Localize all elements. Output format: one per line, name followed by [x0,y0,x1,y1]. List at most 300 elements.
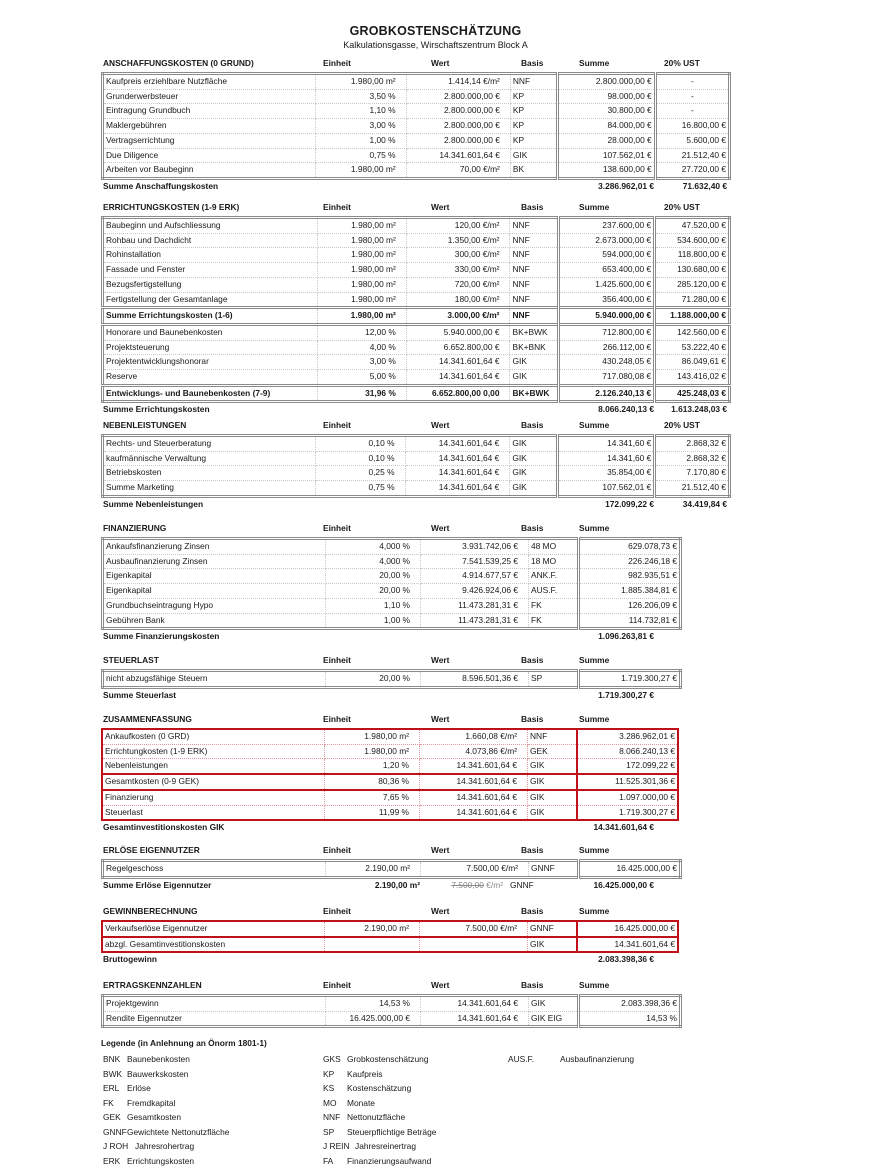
row-wert: 14.341.601,64 € [420,774,528,790]
total-label: Bruttogewinn [103,954,157,964]
row-summe: 172.099,22 € [577,759,678,774]
row-basis: KP [510,119,557,134]
row-wert: 14.341.601,64 € [405,451,510,466]
legend-abbr: AUS.F. [508,1054,560,1064]
section-header [101,655,731,667]
column-header-basis: Basis [521,523,543,533]
legend-abbr: FA [323,1156,347,1166]
row-summe: 1.097.000,00 € [577,790,678,805]
table-row [103,233,730,248]
row-basis: GIK [529,996,579,1012]
column-header-einheit: Einheit [323,845,351,855]
total-summe: 16.425.000,00 € [593,880,654,890]
row-summe: 126.206,09 € [579,598,681,613]
row-summe: 356.400,00 € [559,292,655,308]
table-row [103,248,730,263]
row-einheit: 1.980,00 m² [315,74,406,90]
row-ust: 1.188.000,00 € [655,308,730,325]
row-einheit: 1.980,00 m² [315,163,406,179]
row-summe: 2.673.000,00 € [559,233,655,248]
row-einheit: 0,75 % [315,148,406,163]
row-label: Entwicklungs- und Baunebenkosten (7-9) [103,385,318,402]
row-einheit: 3,50 % [315,89,406,104]
row-summe: 982.935,51 € [579,569,681,584]
legend-text: Nettonutzfläche [347,1112,405,1122]
section-title: FINANZIERUNG [103,523,166,533]
row-einheit: 1.980,00 m² [317,233,406,248]
row-wert: 330,00 €/m² [406,263,510,278]
section-nebenleistungen [101,420,731,511]
row-wert: 14.341.601,64 € [420,790,528,805]
table-row [103,308,730,325]
row-basis: NNF [528,729,578,744]
row-ust: 21.512,40 € [655,148,729,163]
column-header-basis: Basis [521,906,543,916]
column-header-basis: Basis [521,714,543,724]
data-table [101,859,682,879]
row-basis: ANK.F. [529,569,579,584]
legend-abbr: NNF [323,1112,347,1122]
column-header-einheit: Einheit [323,906,351,916]
row-label: nicht abzugsfähige Steuern [103,671,326,688]
section-header [101,420,731,432]
row-summe: 1.425.600,00 € [559,277,655,292]
row-ust: 86.049,61 € [655,355,730,370]
row-label: Grundbuchseintragung Hypo [103,598,326,613]
row-wert: 8.596.501,36 € [421,671,529,688]
section-title: NEBENLEISTUNGEN [103,420,186,430]
table-row [103,148,730,163]
section-finanzierung [101,523,731,643]
section-total [101,822,731,834]
table-row [103,370,730,386]
legend-text: Kaufpreis [347,1069,382,1079]
row-label: Rohinstallation [103,248,318,263]
legend-abbr: J REIN [323,1141,355,1151]
row-basis: NNF [510,263,559,278]
row-wert: 7.500,00 €/m² [420,921,528,937]
data-table [101,72,731,180]
table-row [103,218,730,234]
section-title: GEWINNBERECHNUNG [103,906,197,916]
row-basis: GNNF [529,861,579,878]
row-label: Summe Marketing [103,481,316,497]
legend-abbr: BWK [103,1069,127,1079]
row-basis: FK [529,613,579,629]
legend-item [323,1112,436,1127]
total-wert [451,880,503,890]
total-label: Summe Finanzierungskosten [103,631,219,641]
row-einheit: 20,00 % [326,671,421,688]
row-summe: 430.248,05 € [559,355,655,370]
row-label: Eigenkapital [103,569,326,584]
row-summe: 266.112,00 € [559,340,655,355]
column-header-summe: Summe [579,523,609,533]
section-title: ERRICHTUNGSKOSTEN (1-9 ERK) [103,202,239,212]
row-label: Baubeginn und Aufschliessung [103,218,318,234]
row-einheit: 16.425.000,00 € [326,1011,421,1027]
table-row [103,263,730,278]
row-label: Ankaufkosten (0 GRD) [102,729,325,744]
column-header-einheit: Einheit [323,655,351,665]
row-label: Betriebskosten [103,466,316,481]
row-ust: 21.512,40 € [655,481,730,497]
row-wert: 11.473.281,31 € [421,613,529,629]
row-einheit: 0,75 % [315,481,405,497]
legend-text: Grobkostenschätzung [347,1054,428,1064]
row-einheit: 0,25 % [315,466,405,481]
table-row [103,277,730,292]
legend-text: Bauwerkskosten [127,1069,188,1079]
section-header [101,845,731,857]
column-header-ust: 20% UST [664,202,700,212]
legend-text: Kostenschätzung [347,1083,411,1093]
total-label: Summe Anschaffungskosten [103,181,218,191]
row-einheit: 4,000 % [326,554,421,569]
column-header-summe: Summe [579,714,609,724]
column-header-basis: Basis [521,980,543,990]
legend-abbr: SP [323,1127,347,1137]
total-label: Gesamtinvestitionskosten GIK [103,822,224,832]
row-einheit: 4,000 % [326,539,421,555]
table-row [103,466,730,481]
table-row [102,921,678,937]
row-basis: GIK [510,370,559,386]
row-einheit: 4,00 % [317,340,406,355]
row-label: Honorare und Baunebenkosten [103,324,318,340]
legend-item [103,1127,229,1142]
row-einheit: 7,65 % [325,790,420,805]
row-basis: 18 MO [529,554,579,569]
row-ust: 5.600,00 € [655,133,729,148]
row-summe: 5.940.000,00 € [559,308,655,325]
row-label: Fassade und Fenster [103,263,318,278]
column-header-summe: Summe [579,420,609,430]
row-basis: GIK [510,466,557,481]
row-einheit: 2.190,00 m² [325,921,420,937]
table-row [103,539,681,555]
table-row [102,937,678,953]
section-anschaffungskosten [101,58,731,193]
table-row [103,355,730,370]
row-wert: 70,00 €/m² [406,163,510,179]
column-header-basis: Basis [521,420,543,430]
row-wert: 5.940.000,00 € [406,324,510,340]
row-label: Reserve [103,370,318,386]
row-ust: 285.120,00 € [655,277,730,292]
row-wert: 2.800.000,00 € [406,119,510,134]
row-einheit: 14,53 % [326,996,421,1012]
row-ust: 142.560,00 € [655,324,730,340]
table-row [103,324,730,340]
row-basis: GIK [528,937,578,953]
column-header-basis: Basis [521,845,543,855]
row-ust: - [655,89,729,104]
row-basis: GIK [510,436,557,452]
row-basis: GNNF [528,921,578,937]
row-basis: BK+BNK [510,340,559,355]
legend-text: Fremdkapital [127,1098,175,1108]
table-row [103,89,730,104]
legend-abbr: MO [323,1098,347,1108]
row-einheit: 1.980,00 m² [317,248,406,263]
row-label: Vertragserrichtung [103,133,316,148]
legend-item [323,1098,436,1113]
section-total [101,499,731,511]
row-label: Ausbaufinanzierung Zinsen [103,554,326,569]
row-ust: 7.170,80 € [655,466,730,481]
row-label: Gebühren Bank [103,613,326,629]
table-row [103,598,681,613]
section-total [101,181,731,193]
row-einheit: 1.980,00 m² [317,277,406,292]
row-wert: 7.541.539,25 € [421,554,529,569]
row-ust: - [655,104,729,119]
table-row [103,133,730,148]
row-summe: 30.800,00 € [557,104,655,119]
section-ertragskennzahlen [101,980,731,1028]
data-table [101,216,731,403]
row-label: Finanzierung [102,790,325,805]
row-einheit: 1.980,00 m² [325,744,420,759]
row-ust: 27.720,00 € [655,163,729,179]
data-table [101,669,682,689]
row-summe: 712.800,00 € [559,324,655,340]
section-header [101,58,731,70]
section-steuerlast [101,655,731,702]
section-erloese-eigennutzer [101,845,731,892]
row-summe: 28.000,00 € [557,133,655,148]
row-einheit: 20,00 % [326,584,421,599]
row-label: Arbeiten vor Baubeginn [103,163,316,179]
row-wert: 9.426.924,06 € [421,584,529,599]
section-header [101,523,731,535]
row-einheit: 31,96 % [317,385,406,402]
row-einheit: 20,00 % [326,569,421,584]
section-errichtungskosten [101,202,731,416]
row-ust: - [655,74,729,90]
row-label: Projektentwicklungshonorar [103,355,318,370]
row-summe: 1.719.300,27 € [577,805,678,820]
column-header-basis: Basis [521,202,543,212]
row-einheit: 1.980,00 m² [317,263,406,278]
row-einheit: 12,00 % [317,324,406,340]
section-header [101,202,731,214]
legend-text: Ausbaufinanzierung [560,1054,634,1064]
row-ust: 47.520,00 € [655,218,730,234]
row-basis: GIK [510,481,557,497]
row-wert: 14.341.601,64 € [421,996,529,1012]
row-wert: 2.800.000,00 € [406,89,510,104]
legend-column-2 [323,1054,436,1170]
row-basis: GIK [510,355,559,370]
table-row [103,584,681,599]
total-label: Summe Nebenleistungen [103,499,203,509]
total-ust: 1.613.248,03 € [671,404,727,414]
row-basis: NNF [510,233,559,248]
total-label: Summe Erlöse Eigennutzer [103,880,211,890]
row-label: Steuerlast [102,805,325,820]
row-summe: 16.425.000,00 € [577,921,678,937]
row-einheit [325,937,420,953]
row-einheit: 1,00 % [326,613,421,629]
legend-item [323,1069,436,1084]
column-header-einheit: Einheit [323,420,351,430]
row-summe: 16.425.000,00 € [579,861,681,878]
row-summe: 629.078,73 € [579,539,681,555]
column-header-wert: Wert [431,980,449,990]
row-basis: KP [510,104,557,119]
row-basis: NNF [510,308,559,325]
legend-item [323,1156,436,1170]
row-wert [420,937,528,953]
column-header-wert: Wert [431,655,449,665]
table-row [103,436,730,452]
row-einheit: 2.190,00 m² [326,861,421,878]
row-basis: NNF [510,74,557,90]
row-summe: 1.719.300,27 € [579,671,681,688]
table-row [103,74,730,90]
legend-abbr: KS [323,1083,347,1093]
row-summe: 717.080,08 € [559,370,655,386]
legend-text: Jahresrohertrag [135,1141,194,1151]
row-basis: GIK [510,148,557,163]
legend-item [103,1141,229,1156]
total-summe: 14.341.601,64 € [593,822,654,832]
table-row [102,744,678,759]
row-label: Bezugsfertigstellung [103,277,318,292]
section-header [101,714,731,726]
row-label: Grunderwerbsteuer [103,89,316,104]
table-row [103,1011,681,1027]
legend-text: Baunebenkosten [127,1054,190,1064]
row-einheit: 0,10 % [315,436,405,452]
data-table [101,728,679,821]
total-summe: 172.099,22 € [605,499,654,509]
row-summe: 11.525.301,36 € [577,774,678,790]
row-summe: 8.066.240,13 € [577,744,678,759]
total-label: Summe Errichtungskosten [103,404,210,414]
row-label: Maklergebühren [103,119,316,134]
row-basis: BK [510,163,557,179]
legend-item [103,1069,229,1084]
row-wert: 3.000,00 €/m² [406,308,510,325]
legend-item [103,1054,229,1069]
legend-text: Finanzierungsaufwand [347,1156,431,1166]
row-wert: 11.473.281,31 € [421,598,529,613]
row-label: Nebenleistungen [102,759,325,774]
row-label: Eintragung Grundbuch [103,104,316,119]
row-wert: 2.800.000,00 € [406,133,510,148]
row-wert: 14.341.601,64 € [405,436,510,452]
row-einheit: 1.980,00 m² [317,218,406,234]
row-wert: 4.073,86 €/m² [420,744,528,759]
row-summe: 2.083.398,36 € [579,996,681,1012]
row-wert: 1.350,00 €/m² [406,233,510,248]
row-wert: 3.931.742,06 € [421,539,529,555]
row-summe: 1.885.384,81 € [579,584,681,599]
row-label: kaufmännische Verwaltung [103,451,316,466]
row-einheit: 3,00 % [315,119,406,134]
column-header-wert: Wert [431,845,449,855]
row-basis: NNF [510,218,559,234]
column-header-wert: Wert [431,714,449,724]
row-wert: 120,00 €/m² [406,218,510,234]
column-header-wert: Wert [431,202,449,212]
data-table [101,537,682,630]
row-basis: BK+BWK [510,385,559,402]
row-summe: 14.341,60 € [557,451,655,466]
row-label: Gesamtkosten (0-9 GEK) [102,774,325,790]
row-basis: NNF [510,277,559,292]
column-header-basis: Basis [521,655,543,665]
total-summe: 1.719.300,27 € [598,690,654,700]
row-wert: 14.341.601,64 € [421,1011,529,1027]
column-header-einheit: Einheit [323,980,351,990]
table-row [102,790,678,805]
row-einheit: 80,36 % [325,774,420,790]
data-table [101,920,679,953]
row-wert: 14.341.601,64 € [405,466,510,481]
row-summe: 107.562,01 € [557,148,655,163]
row-ust: 2.868,32 € [655,436,730,452]
row-label: Eigenkapital [103,584,326,599]
table-row [102,729,678,744]
row-summe: 84.000,00 € [557,119,655,134]
row-einheit: 1,10 % [326,598,421,613]
row-label: Verkaufserlöse Eigennutzer [102,921,325,937]
row-label: Due Diligence [103,148,316,163]
row-basis: FK [529,598,579,613]
row-ust: 534.600,00 € [655,233,730,248]
row-basis: GIK [528,774,578,790]
row-summe: 98.000,00 € [557,89,655,104]
section-title: ZUSAMMENFASSUNG [103,714,192,724]
legend-abbr: FK [103,1098,127,1108]
row-summe: 138.600,00 € [557,163,655,179]
row-label: Rendite Eigennutzer [103,1011,326,1027]
table-row [102,759,678,774]
section-title: ERTRAGSKENNZAHLEN [103,980,202,990]
legend-text: Monate [347,1098,375,1108]
row-wert: 720,00 €/m² [406,277,510,292]
total-summe: 2.083.398,36 € [598,954,654,964]
row-basis: BK+BWK [510,324,559,340]
legend-item [323,1083,436,1098]
legend-abbr: BNK [103,1054,127,1064]
row-summe: 14.341.601,64 € [577,937,678,953]
row-summe: 14.341,60 € [557,436,655,452]
section-total [101,954,731,966]
row-basis: NNF [510,248,559,263]
row-wert: 14.341.601,64 € [406,370,510,386]
total-wert-unit: €/m² [484,880,503,890]
table-row [102,805,678,820]
legend-item [508,1054,634,1069]
legend-abbr: GNNF [103,1127,127,1137]
row-einheit: 0,10 % [315,451,405,466]
legend-item [323,1127,436,1142]
table-row [103,451,730,466]
row-ust: 53.222,40 € [655,340,730,355]
row-basis: SP [529,671,579,688]
row-wert: 7.500,00 €/m² [421,861,529,878]
table-row [103,613,681,629]
section-title: STEUERLAST [103,655,159,665]
row-summe: 2.126.240,13 € [559,385,655,402]
row-einheit: 1,20 % [325,759,420,774]
column-header-summe: Summe [579,58,609,68]
